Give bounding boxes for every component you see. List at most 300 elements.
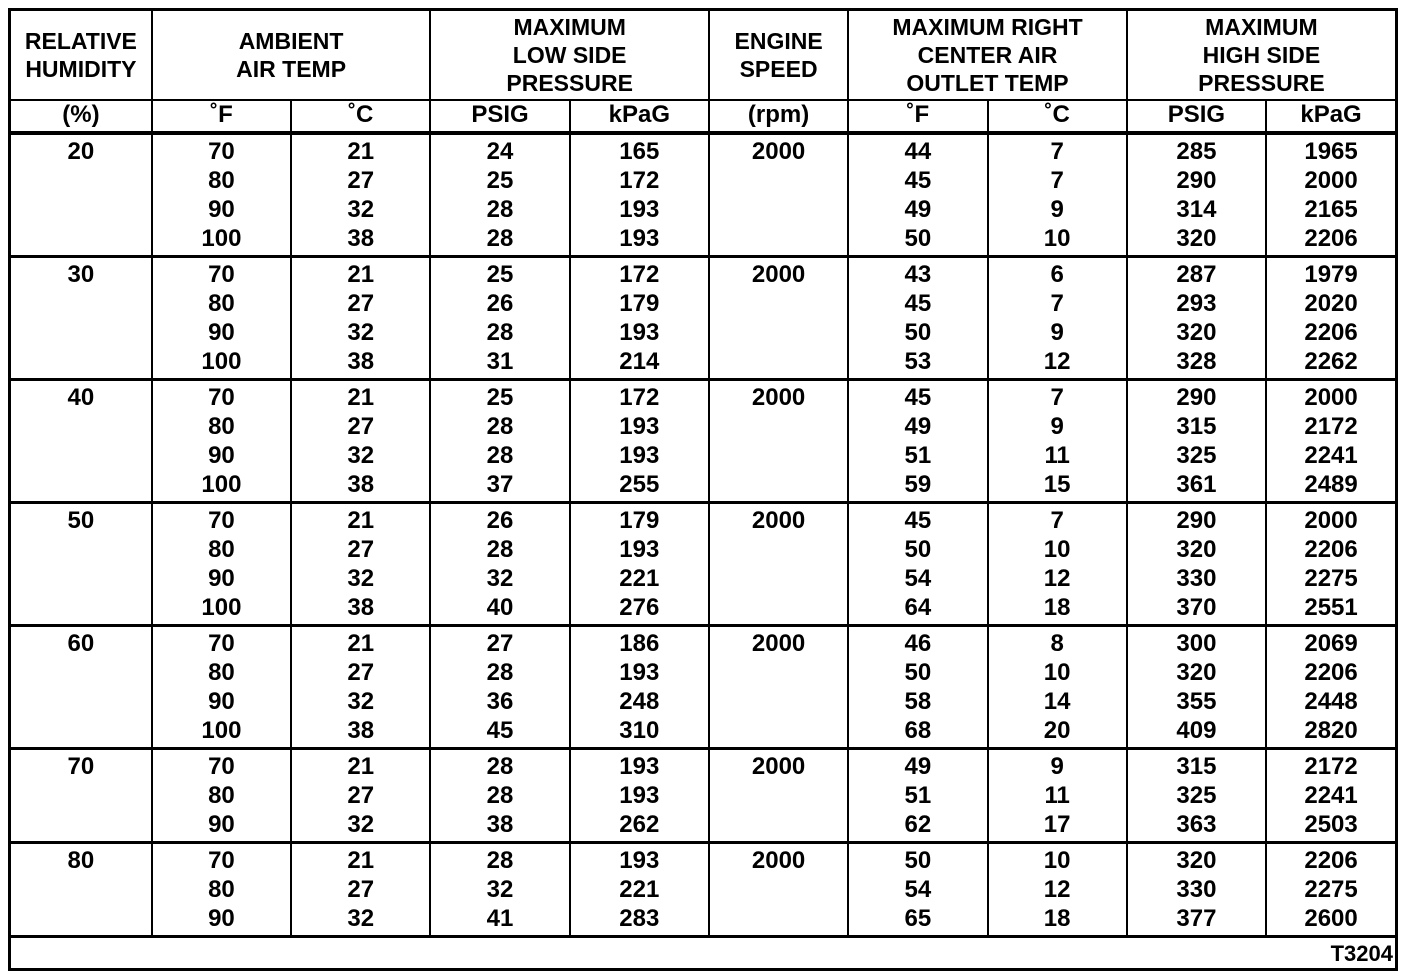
cell-value: 27	[347, 413, 375, 440]
cell-value: 20	[1043, 717, 1071, 744]
cell-value: 32	[347, 442, 375, 469]
humidity-cell	[10, 133, 152, 257]
humidity-cell	[10, 843, 152, 937]
ambient-c-cell	[291, 749, 430, 843]
cell-value: 50	[904, 536, 932, 563]
cell-values	[571, 629, 708, 745]
header-engine-speed	[709, 10, 848, 101]
cell-values	[849, 260, 986, 376]
cell-values	[431, 137, 568, 253]
high-kpag-cell	[1266, 843, 1396, 937]
cell-value: 179	[619, 507, 660, 534]
header-lines: MAXIMUM HIGH SIDE PRESSURE	[1198, 14, 1325, 96]
high-kpag-cell	[1266, 257, 1396, 380]
cell-value: 377	[1176, 905, 1217, 932]
cell-value: 32	[347, 565, 375, 592]
cell-value: 80	[208, 659, 235, 686]
cell-value: 328	[1176, 348, 1217, 375]
low-kpag-cell	[570, 749, 709, 843]
cell-values	[292, 846, 429, 933]
cell-value: 21	[347, 630, 375, 657]
cell-values	[153, 629, 290, 745]
outlet-f-cell	[848, 380, 987, 503]
cell-values	[571, 260, 708, 376]
cell-value: 45	[904, 167, 932, 194]
cell-value: 38	[347, 717, 375, 744]
cell-value: 276	[619, 594, 660, 621]
cell-value: 20	[67, 138, 95, 165]
cell-value: 2275	[1304, 565, 1358, 592]
cell-value: 70	[208, 261, 235, 288]
cell-value: 38	[347, 594, 375, 621]
engine-speed-cell	[709, 380, 848, 503]
cell-value: 51	[904, 782, 932, 809]
cell-value: 2000	[751, 138, 806, 165]
cell-value: 50	[904, 225, 932, 252]
unit-outlet-f: ˚F	[848, 100, 987, 133]
engine-speed-cell	[709, 257, 848, 380]
ambient-c-cell	[291, 503, 430, 626]
cell-value: 21	[347, 261, 375, 288]
cell-value: 7	[1050, 507, 1064, 534]
engine-speed-cell	[709, 503, 848, 626]
unit-engine-rpm: (rpm)	[709, 100, 848, 133]
cell-value: 26	[486, 290, 514, 317]
humidity-group-row	[10, 843, 1397, 937]
cell-value: 7	[1050, 290, 1064, 317]
outlet-c-cell	[988, 380, 1127, 503]
cell-value: 100	[201, 471, 242, 498]
cell-value: 300	[1176, 630, 1217, 657]
cell-value: 21	[347, 753, 375, 780]
cell-value: 370	[1176, 594, 1217, 621]
cell-value: 1965	[1304, 138, 1358, 165]
cell-value: 32	[347, 319, 375, 346]
cell-value: 50	[67, 507, 95, 534]
cell-value: 2000	[1304, 507, 1358, 534]
cell-value: 27	[347, 876, 375, 903]
low-psig-cell	[430, 380, 569, 503]
unit-high-psig: PSIG	[1127, 100, 1266, 133]
humidity-group-row	[10, 133, 1397, 257]
cell-value: 80	[208, 167, 235, 194]
cell-value: 70	[67, 753, 95, 780]
cell-value: 361	[1176, 471, 1217, 498]
humidity-group-row	[10, 749, 1397, 843]
low-kpag-cell	[570, 843, 709, 937]
cell-value: 9	[1050, 753, 1064, 780]
low-kpag-cell	[570, 626, 709, 749]
humidity-group-row	[10, 257, 1397, 380]
high-psig-cell	[1127, 257, 1266, 380]
cell-value: 2000	[751, 507, 806, 534]
cell-value: 68	[904, 717, 932, 744]
cell-values	[1128, 752, 1265, 839]
cell-value: 193	[619, 319, 660, 346]
ambient-f-cell	[152, 380, 291, 503]
cell-values	[849, 752, 986, 839]
cell-value: 26	[486, 507, 514, 534]
cell-value: 100	[201, 717, 242, 744]
cell-value: 6	[1050, 261, 1064, 288]
cell-value: 32	[347, 688, 375, 715]
cell-value: 290	[1176, 507, 1217, 534]
cell-value: 28	[486, 319, 514, 346]
footer-row	[10, 937, 1397, 970]
unit-outlet-c: ˚C	[988, 100, 1127, 133]
cell-value: 2206	[1304, 659, 1358, 686]
high-psig-cell	[1127, 380, 1266, 503]
cell-value: 40	[486, 594, 514, 621]
cell-values	[571, 846, 708, 933]
cell-value: 28	[486, 225, 514, 252]
cell-value: 10	[1043, 536, 1071, 563]
cell-value: 25	[486, 384, 514, 411]
cell-value: 2241	[1304, 782, 1358, 809]
cell-value: 12	[1043, 348, 1071, 375]
cell-value: 49	[904, 413, 932, 440]
cell-value: 80	[208, 536, 235, 563]
cell-value: 70	[208, 507, 235, 534]
cell-value: 27	[486, 630, 514, 657]
humidity-group-row	[10, 380, 1397, 503]
cell-value: 186	[619, 630, 660, 657]
cell-values	[431, 383, 568, 499]
cell-value: 262	[619, 811, 660, 838]
high-kpag-cell	[1266, 749, 1396, 843]
cell-value: 25	[486, 167, 514, 194]
cell-value: 320	[1176, 847, 1217, 874]
header-lines: ENGINE SPEED	[734, 28, 823, 82]
engine-speed-cell	[709, 133, 848, 257]
cell-value: 1979	[1304, 261, 1358, 288]
unit-high-kpag: kPaG	[1266, 100, 1396, 133]
cell-value: 2206	[1304, 319, 1358, 346]
cell-value: 320	[1176, 536, 1217, 563]
cell-value: 70	[208, 138, 235, 165]
unit-humidity: (%)	[10, 100, 152, 133]
cell-value: 12	[1043, 876, 1071, 903]
cell-value: 2069	[1304, 630, 1358, 657]
cell-value: 90	[208, 905, 235, 932]
cell-value: 90	[208, 196, 235, 223]
cell-values	[153, 752, 290, 839]
cell-values	[1128, 629, 1265, 745]
outlet-c-cell	[988, 503, 1127, 626]
cell-values	[1128, 260, 1265, 376]
high-psig-cell	[1127, 133, 1266, 257]
cell-value: 70	[208, 753, 235, 780]
cell-values	[292, 752, 429, 839]
cell-value: 409	[1176, 717, 1217, 744]
cell-value: 325	[1176, 442, 1217, 469]
cell-values	[1267, 137, 1395, 253]
table-body	[10, 133, 1397, 937]
cell-value: 64	[904, 594, 932, 621]
cell-values	[571, 506, 708, 622]
cell-value: 2000	[1304, 384, 1358, 411]
cell-value: 62	[904, 811, 932, 838]
ambient-f-cell	[152, 626, 291, 749]
cell-value: 21	[347, 847, 375, 874]
low-kpag-cell	[570, 257, 709, 380]
cell-value: 179	[619, 290, 660, 317]
low-kpag-cell	[570, 503, 709, 626]
cell-values	[292, 137, 429, 253]
low-psig-cell	[430, 257, 569, 380]
cell-value: 90	[208, 688, 235, 715]
cell-value: 32	[347, 196, 375, 223]
cell-value: 2000	[751, 847, 806, 874]
cell-value: 2448	[1304, 688, 1358, 715]
cell-value: 32	[347, 811, 375, 838]
low-kpag-cell	[570, 133, 709, 257]
outlet-c-cell	[988, 749, 1127, 843]
cell-value: 7	[1050, 167, 1064, 194]
cell-value: 36	[486, 688, 514, 715]
cell-value: 2600	[1304, 905, 1358, 932]
cell-value: 70	[208, 847, 235, 874]
cell-value: 27	[347, 659, 375, 686]
cell-value: 248	[619, 688, 660, 715]
cell-value: 60	[67, 630, 95, 657]
outlet-f-cell	[848, 843, 987, 937]
cell-value: 2000	[751, 261, 806, 288]
cell-value: 30	[67, 261, 95, 288]
cell-value: 46	[904, 630, 932, 657]
figure-id: T3204	[10, 937, 1397, 970]
engine-speed-cell	[709, 749, 848, 843]
unit-low-psig: PSIG	[430, 100, 569, 133]
header-lines: MAXIMUM LOW SIDE PRESSURE	[506, 14, 633, 96]
ambient-f-cell	[152, 257, 291, 380]
high-kpag-cell	[1266, 380, 1396, 503]
cell-value: 59	[904, 471, 932, 498]
cell-value: 2275	[1304, 876, 1358, 903]
ambient-f-cell	[152, 843, 291, 937]
cell-value: 90	[208, 319, 235, 346]
header-max-right-center-air-outlet-temp	[848, 10, 1127, 101]
cell-value: 90	[208, 565, 235, 592]
cell-values	[849, 846, 986, 933]
header-max-low-side-pressure	[430, 10, 709, 101]
cell-value: 315	[1176, 413, 1217, 440]
cell-values	[153, 846, 290, 933]
cell-values	[153, 137, 290, 253]
ambient-c-cell	[291, 257, 430, 380]
ambient-c-cell	[291, 843, 430, 937]
cell-value: 21	[347, 384, 375, 411]
high-kpag-cell	[1266, 503, 1396, 626]
header-relative-humidity	[10, 10, 152, 101]
cell-value: 9	[1050, 413, 1064, 440]
cell-value: 193	[619, 413, 660, 440]
cell-value: 193	[619, 225, 660, 252]
cell-value: 21	[347, 138, 375, 165]
cell-value: 43	[904, 261, 932, 288]
ac-performance-table	[8, 8, 1398, 971]
cell-value: 24	[486, 138, 514, 165]
cell-value: 54	[904, 565, 932, 592]
cell-values	[431, 629, 568, 745]
humidity-cell	[10, 626, 152, 749]
cell-value: 54	[904, 876, 932, 903]
outlet-f-cell	[848, 749, 987, 843]
high-psig-cell	[1127, 503, 1266, 626]
cell-value: 45	[486, 717, 514, 744]
cell-value: 2172	[1304, 413, 1358, 440]
outlet-f-cell	[848, 503, 987, 626]
cell-values	[989, 846, 1126, 933]
cell-value: 49	[904, 196, 932, 223]
low-psig-cell	[430, 843, 569, 937]
cell-value: 51	[904, 442, 932, 469]
low-psig-cell	[430, 626, 569, 749]
cell-value: 18	[1043, 594, 1071, 621]
cell-value: 37	[486, 471, 514, 498]
cell-value: 320	[1176, 225, 1217, 252]
cell-value: 165	[619, 138, 660, 165]
cell-value: 50	[904, 847, 932, 874]
humidity-cell	[10, 503, 152, 626]
ambient-f-cell	[152, 749, 291, 843]
cell-value: 214	[619, 348, 660, 375]
cell-values	[1128, 506, 1265, 622]
cell-value: 80	[208, 782, 235, 809]
header-lines: RELATIVE HUMIDITY	[24, 28, 137, 82]
cell-value: 38	[486, 811, 514, 838]
low-psig-cell	[430, 133, 569, 257]
cell-value: 100	[201, 348, 242, 375]
cell-value: 193	[619, 536, 660, 563]
cell-value: 2503	[1304, 811, 1358, 838]
unit-ambient-c: ˚C	[291, 100, 430, 133]
cell-value: 293	[1176, 290, 1217, 317]
cell-values	[849, 137, 986, 253]
cell-value: 28	[486, 753, 514, 780]
cell-value: 45	[904, 290, 932, 317]
cell-value: 100	[201, 594, 242, 621]
cell-value: 172	[619, 261, 660, 288]
cell-value: 45	[904, 384, 932, 411]
cell-value: 80	[208, 876, 235, 903]
cell-value: 221	[619, 876, 660, 903]
cell-value: 285	[1176, 138, 1217, 165]
cell-value: 10	[1043, 225, 1071, 252]
cell-value: 28	[486, 536, 514, 563]
cell-value: 28	[486, 196, 514, 223]
cell-values	[1128, 137, 1265, 253]
cell-value: 38	[347, 348, 375, 375]
outlet-c-cell	[988, 626, 1127, 749]
cell-value: 80	[208, 413, 235, 440]
cell-value: 2000	[751, 753, 806, 780]
cell-value: 320	[1176, 659, 1217, 686]
cell-value: 15	[1043, 471, 1071, 498]
cell-values	[1128, 846, 1265, 933]
cell-values	[571, 137, 708, 253]
cell-value: 193	[619, 753, 660, 780]
unit-ambient-f: ˚F	[152, 100, 291, 133]
cell-value: 28	[486, 659, 514, 686]
low-kpag-cell	[570, 380, 709, 503]
cell-value: 17	[1043, 811, 1071, 838]
cell-value: 2820	[1304, 717, 1358, 744]
ambient-f-cell	[152, 133, 291, 257]
cell-value: 314	[1176, 196, 1217, 223]
cell-values	[1267, 506, 1395, 622]
cell-value: 2020	[1304, 290, 1358, 317]
cell-value: 25	[486, 261, 514, 288]
cell-value: 320	[1176, 319, 1217, 346]
cell-value: 90	[208, 811, 235, 838]
cell-values	[989, 260, 1126, 376]
humidity-cell	[10, 380, 152, 503]
outlet-c-cell	[988, 257, 1127, 380]
cell-value: 2165	[1304, 196, 1358, 223]
cell-value: 325	[1176, 782, 1217, 809]
cell-value: 172	[619, 384, 660, 411]
cell-value: 172	[619, 167, 660, 194]
cell-values	[292, 383, 429, 499]
cell-value: 80	[208, 290, 235, 317]
cell-value: 255	[619, 471, 660, 498]
cell-values	[1267, 383, 1395, 499]
cell-values	[431, 260, 568, 376]
cell-value: 315	[1176, 753, 1217, 780]
header-lines: AMBIENT AIR TEMP	[236, 28, 347, 82]
header-row	[10, 10, 1397, 101]
cell-value: 193	[619, 782, 660, 809]
cell-value: 21	[347, 507, 375, 534]
cell-value: 28	[486, 413, 514, 440]
high-psig-cell	[1127, 626, 1266, 749]
cell-values	[1128, 383, 1265, 499]
high-psig-cell	[1127, 749, 1266, 843]
cell-values	[1267, 846, 1395, 933]
cell-values	[849, 506, 986, 622]
cell-value: 31	[486, 348, 514, 375]
header-ambient-air-temp	[152, 10, 431, 101]
ambient-c-cell	[291, 133, 430, 257]
cell-values	[989, 506, 1126, 622]
cell-value: 9	[1050, 319, 1064, 346]
humidity-group-row	[10, 626, 1397, 749]
cell-value: 32	[486, 565, 514, 592]
cell-value: 9	[1050, 196, 1064, 223]
cell-value: 10	[1043, 847, 1071, 874]
cell-values	[153, 383, 290, 499]
cell-value: 14	[1043, 688, 1071, 715]
cell-value: 28	[486, 442, 514, 469]
cell-value: 287	[1176, 261, 1217, 288]
cell-value: 2241	[1304, 442, 1358, 469]
cell-value: 221	[619, 565, 660, 592]
cell-values	[292, 629, 429, 745]
cell-value: 58	[904, 688, 932, 715]
cell-values	[431, 752, 568, 839]
cell-value: 11	[1044, 782, 1070, 809]
ambient-c-cell	[291, 626, 430, 749]
cell-values	[989, 137, 1126, 253]
cell-value: 27	[347, 290, 375, 317]
outlet-c-cell	[988, 843, 1127, 937]
cell-value: 41	[486, 905, 514, 932]
cell-value: 283	[619, 905, 660, 932]
cell-value: 193	[619, 442, 660, 469]
engine-speed-cell	[709, 843, 848, 937]
cell-values	[292, 506, 429, 622]
